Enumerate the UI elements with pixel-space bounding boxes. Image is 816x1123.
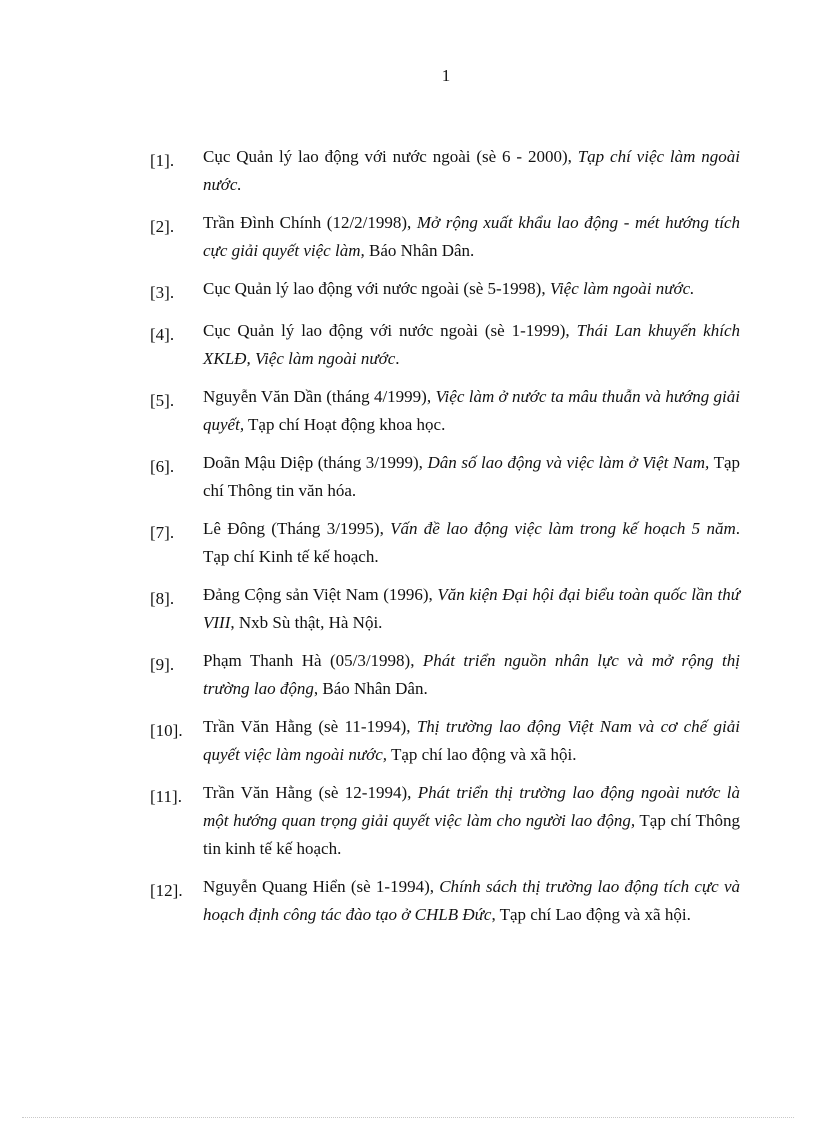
reference-item [150,515,740,571]
reference-number: [5]. [150,391,175,410]
reference-title: Thái Lan khuyến khích XKLĐ, Việc làm ngoài nước [203,321,740,368]
reference-item [150,873,740,929]
reference-source: Tạp chí lao động và xã hội. [387,745,577,764]
reference-number: [9]. [150,655,175,674]
reference-item [150,713,740,769]
reference-number: [1]. [150,151,175,170]
reference-source: . [395,349,400,368]
reference-number: [11]. [150,787,182,806]
reference-title: Việc làm ngoài nước. [549,279,695,298]
reference-source: . Tạp chí Kinh tế kế hoạch. [203,519,740,566]
reference-title: Tạp chí việc làm ngoài nước. [203,147,740,194]
reference-author: Trần Văn Hằng (sè 12-1994), [203,783,418,802]
reference-source: Tạp chí Thông tin văn hóa. [203,453,740,500]
reference-title: Chính sách thị trường lao động tích cực và hoạch định công tác đào tạo ở CHLB Đức [203,877,740,924]
reference-number: [2]. [150,217,175,236]
reference-author: Cục Quản lý lao động với nước ngoài (sè 5-1998), [203,279,550,298]
reference-author: Trần Đình Chính (12/2/1998), [203,213,417,232]
reference-item [150,779,740,863]
reference-title: Phát triển nguồn nhân lực và mở rộng thị trường lao động [203,651,740,698]
reference-author: Doãn Mậu Diệp (tháng 3/1999), [203,453,428,472]
reference-author: Trần Văn Hằng (sè 11-1994), [203,717,417,736]
page-number: 1 [441,66,451,85]
reference-text [203,317,740,373]
reference-text [203,713,740,769]
page-bottom-divider [22,1117,794,1118]
reference-text [203,873,740,929]
reference-item [150,449,740,505]
reference-source: Tạp chí Hoạt động khoa học. [244,415,446,434]
reference-author: Đảng Cộng sản Việt Nam (1996), [203,585,438,604]
reference-text [203,383,740,439]
reference-item [150,143,740,199]
reference-number: [8]. [150,589,175,608]
reference-source: , Tạp chí Lao động và xã hội. [491,905,691,924]
reference-text [203,209,740,265]
reference-text [203,275,740,307]
reference-number: [6]. [150,457,175,476]
reference-source: , Nxb Sù thật, Hà Nội. [230,613,383,632]
reference-source: , Báo Nhân Dân. [313,679,428,698]
reference-title: Việc làm ở nước ta mâu thuẫn và hướng giải quyết, [203,387,740,434]
reference-text [203,449,740,505]
reference-author: Phạm Thanh Hà (05/3/1998), [203,651,423,670]
reference-item [150,275,740,307]
reference-author: Nguyễn Quang Hiển (sè 1-1994), [203,877,440,896]
reference-number: [12]. [150,881,183,900]
reference-text [203,515,740,571]
reference-number: [4]. [150,325,175,344]
reference-item [150,647,740,703]
reference-source: Tạp chí Thông tin kinh tế kế hoạch. [203,811,741,858]
reference-title: Mở rộng xuất khẩu lao động - mét hướng tích cực giải quyết việc làm, [203,213,741,260]
reference-item [150,209,740,265]
reference-title: Vấn đề lao động việc làm trong kế hoạch 5 năm [390,519,736,538]
reference-list [150,143,740,939]
reference-text [203,581,740,637]
reference-item [150,383,740,439]
reference-title: Văn kiện Đại hội đại biểu toàn quốc lần thứ VIII [203,585,740,632]
reference-item [150,317,740,373]
reference-title: Thị trường lao động Việt Nam và cơ chế giải quyết việc làm ngoài nước, [203,717,740,764]
reference-author: Nguyễn Văn Dần (tháng 4/1999), [203,387,436,406]
reference-item [150,581,740,637]
reference-text [203,143,740,199]
reference-author: Lê Đông (Tháng 3/1995), [203,519,391,538]
reference-title: Phát triển thị trường lao động ngoài nước là một hướng quan trọng giải quyết việc làm cho người lao động, [203,783,740,830]
reference-author: Cục Quản lý lao động với nước ngoài (sè 1-1999), [203,321,577,340]
reference-title: Dân số lao động và việc làm ở Việt Nam, [427,453,710,472]
reference-number: [7]. [150,523,175,542]
reference-author: Cục Quản lý lao động với nước ngoài (sè 6 - 2000), [203,147,578,166]
reference-number: [3]. [150,283,175,302]
reference-text [203,647,740,703]
reference-text [203,779,740,863]
reference-source: Báo Nhân Dân. [364,241,475,260]
reference-number: [10]. [150,721,183,740]
